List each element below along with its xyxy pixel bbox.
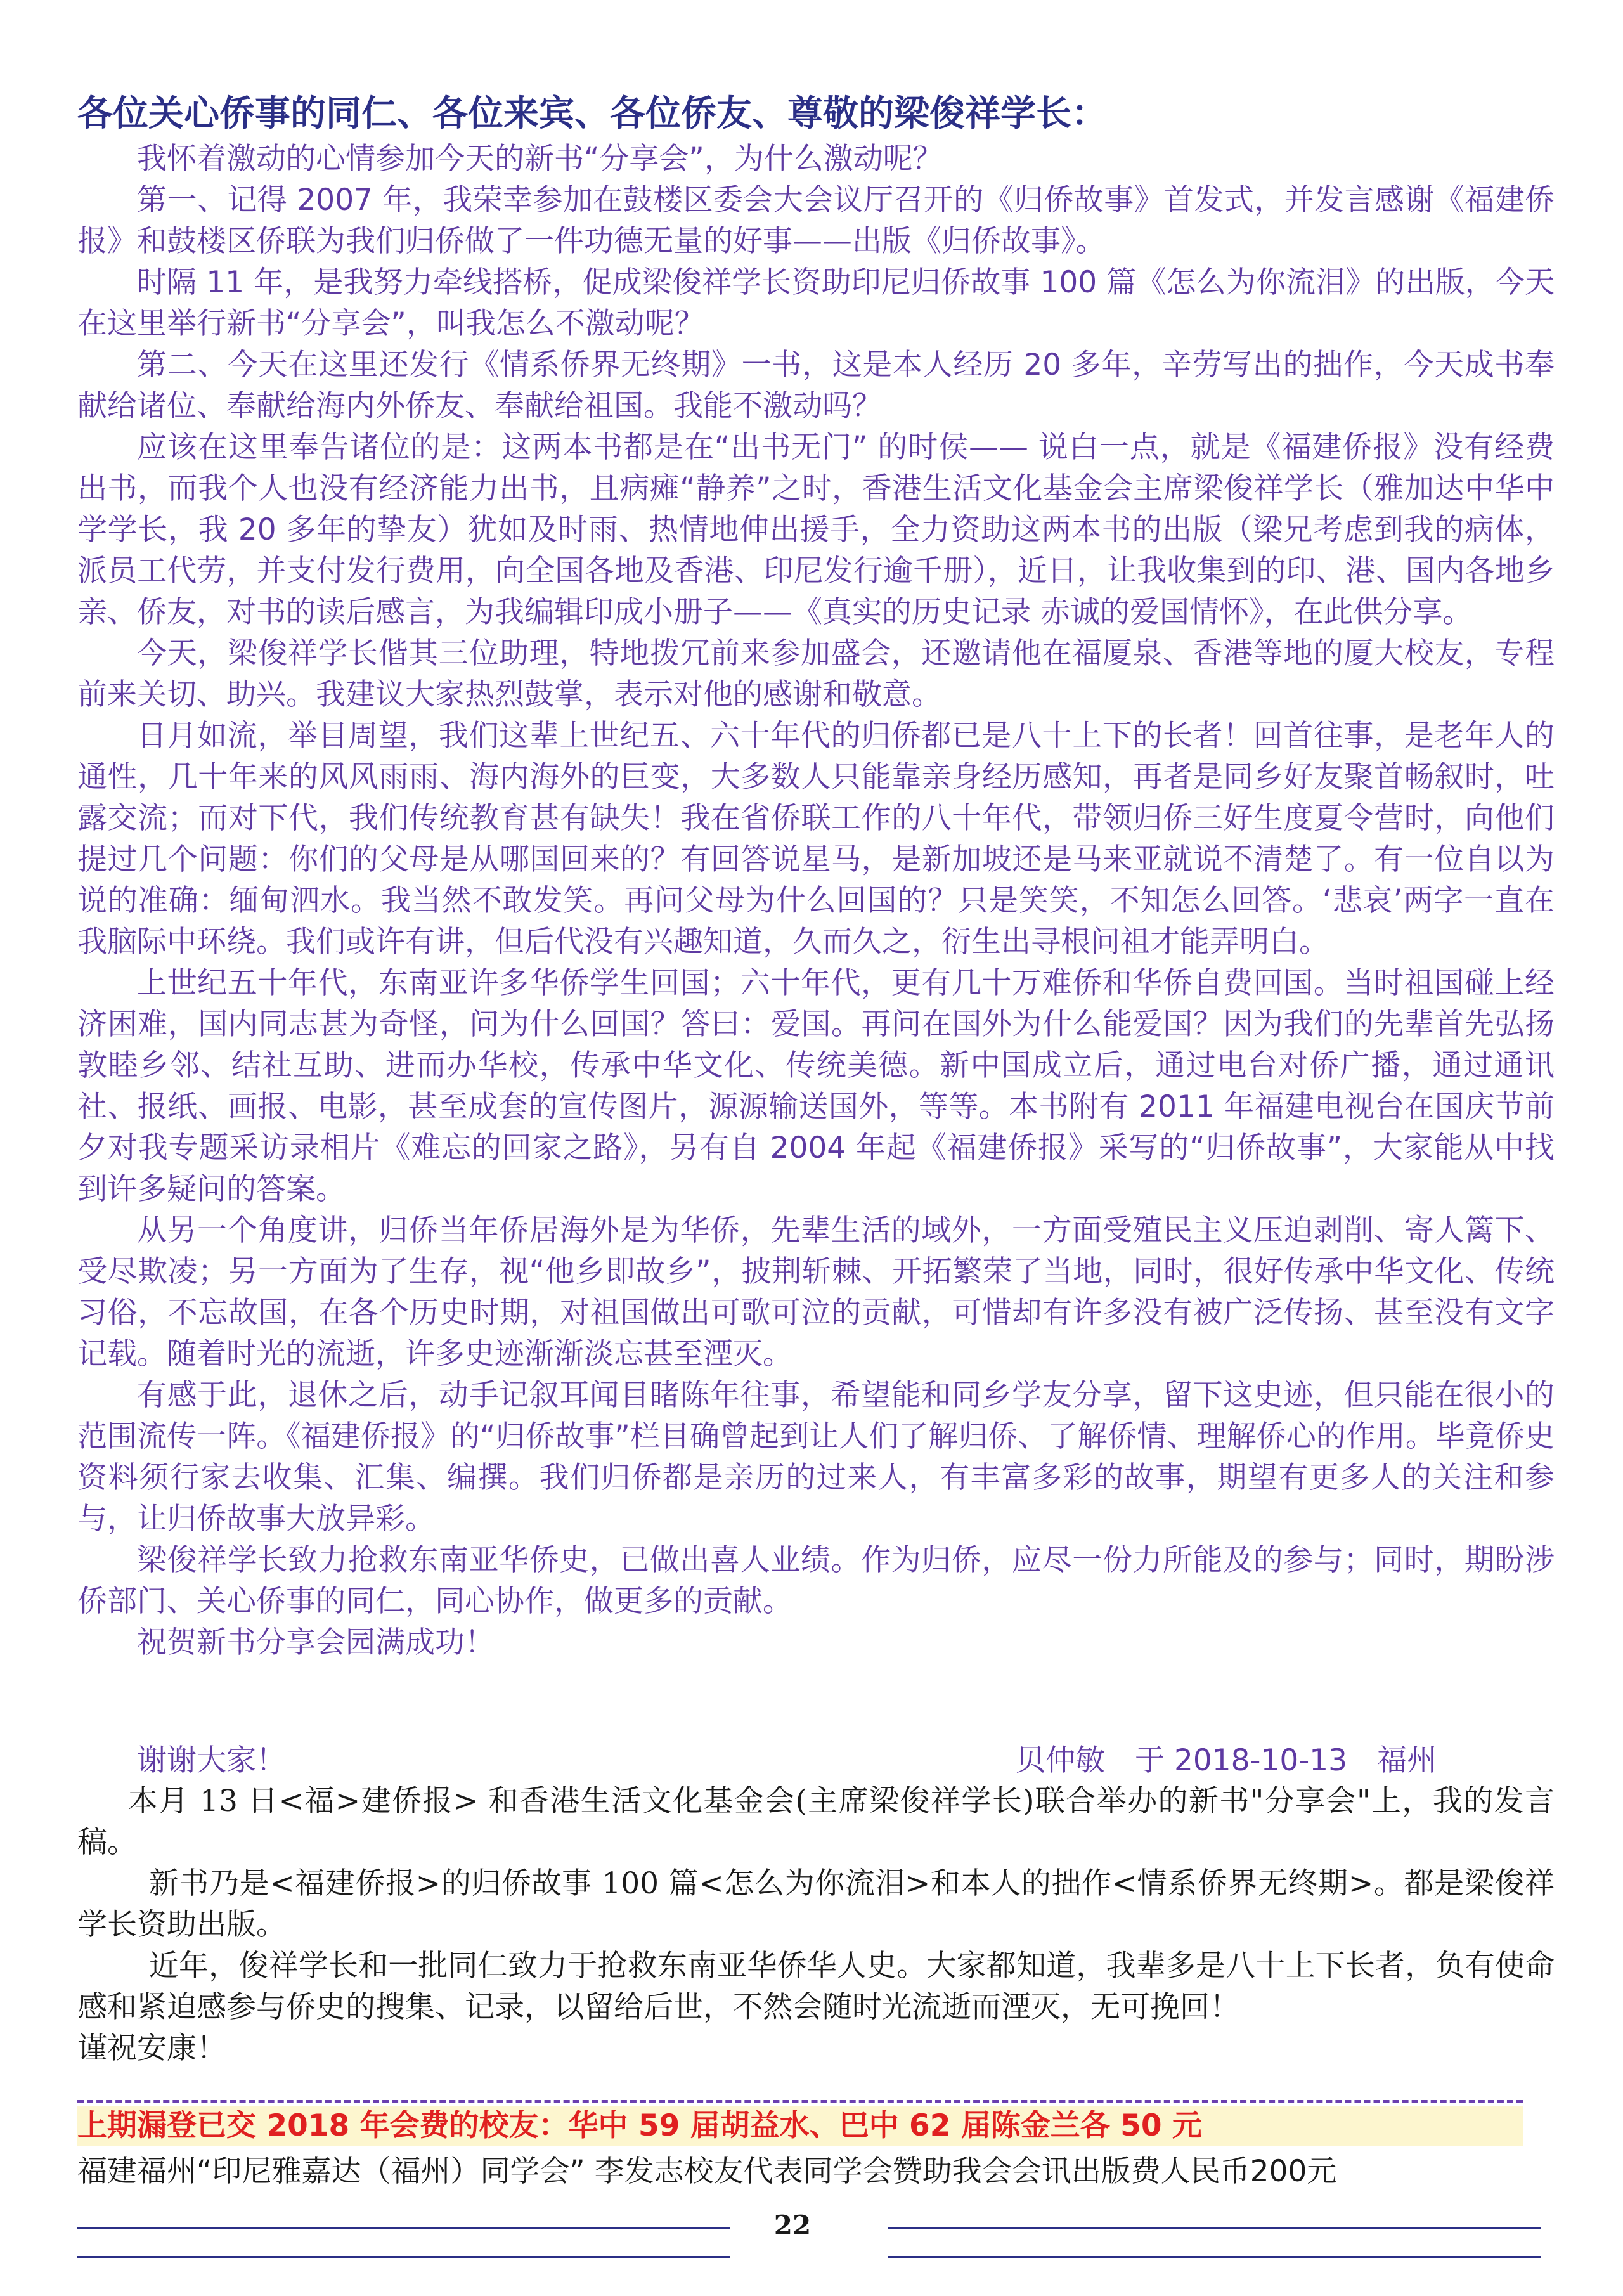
note-paragraph: 谨祝安康！: [77, 2031, 226, 2066]
speech-paragraph: 上世纪五十年代，东南亚许多华侨学生回国；六十年代，更有几十万难侨和华侨自费回国。当时祖国碰上经济困难，国内同志甚为奇怪，问为什么回国？答曰：爱国。再问在国外为什么能爱国？因为我们的先辈首先弘扬敦睦乡邻、结社互助、进而办华校，传承中华文化、传统美德。新中国成立后，通过电台对侨广播，通过通讯社、报纸、画报、电影，甚至成套的宣传图片，源源输送国外，等等。本书附有 2011 年福建电视台在国庆节前夕对我专题采访录相片《难忘的回家之路》，另有自 2004 年起《福建侨报》采写的“归侨故事”，大家能从中找到许多疑问的答案。: [77, 966, 1555, 1207]
footer-rule-right-bottom: [888, 2256, 1541, 2258]
membership-fees-notice: 上期漏登已交 2018 年会费的校友：华中 59 届胡益水、巴中 62 届陈金兰各 50 元: [77, 2106, 1523, 2146]
speech-paragraph: 有感于此，退休之后，动手记叙耳闻目睹陈年往事，希望能和同乡学友分享，留下这史迹，但只能在很小的范围流传一阵。《福建侨报》的“归侨故事”栏目确曾起到让人们了解归侨、了解侨情、理解侨心的作用。毕竟侨史资料须行家去收集、汇集、编撰。我们归侨都是亲历的过来人，有丰富多彩的故事，期望有更多人的关注和参与，让归侨故事大放异彩。: [77, 1378, 1555, 1536]
speech-body: [77, 138, 1555, 1663]
page-number: 22: [773, 2210, 812, 2241]
author-note: [77, 1780, 1555, 2069]
speech-paragraph: 时隔 11 年，是我努力牵线搭桥，促成梁俊祥学长资助印尼归侨故事 100 篇《怎么为你流泪》的出版，今天在这里举行新书“分享会”，叫我怎么不激动呢？: [77, 265, 1555, 341]
speech-paragraph: 我怀着激动的心情参加今天的新书“分享会”，为什么激动呢？: [137, 141, 943, 176]
footer-rule-left-top: [77, 2227, 730, 2229]
note-paragraph: 本月 13 日<福>建侨报> 和香港生活文化基金会(主席梁俊祥学长)联合举办的新书"分享会"上，我的发言稿。: [77, 1784, 1555, 1860]
speech-paragraph: 祝贺新书分享会园满成功！: [137, 1625, 495, 1660]
speech-paragraph: 从另一个角度讲，归侨当年侨居海外是为华侨，先辈生活的域外，一方面受殖民主义压迫剥削、寄人篱下、受尽欺凌；另一方面为了生存，视“他乡即故乡”，披荆斩棘、开拓繁荣了当地，同时，很好传承中华文化、传统习俗，不忘故国，在各个历史时期，对祖国做出可歌可泣的贡献，可惜却有许多没有被广泛传扬、甚至没有文字记载。随着时光的流逝，许多史迹渐渐淡忘甚至湮灭。: [77, 1213, 1555, 1372]
speech-paragraph: 第一、记得 2007 年，我荣幸参加在鼓楼区委会大会议厅召开的《归侨故事》首发式，并发言感谢《福建侨报》和鼓楼区侨联为我们归侨做了一件功德无量的好事——出版《归侨故事》。: [77, 183, 1555, 259]
dashed-divider: [77, 2100, 1523, 2103]
speech-paragraph: 梁俊祥学长致力抢救东南亚华侨史，已做出喜人业绩。作为归侨，应尽一份力所能及的参与；同时，期盼涉侨部门、关心侨事的同仁，同心协作，做更多的贡献。: [77, 1543, 1555, 1619]
speech-paragraph: 今天，梁俊祥学长偕其三位助理，特地拨冗前来参加盛会，还邀请他在福厦泉、香港等地的厦大校友，专程前来关切、助兴。我建议大家热烈鼓掌，表示对他的感谢和敬意。: [77, 636, 1555, 712]
sponsor-notice: 福建福州“印尼雅嘉达（福州）同学会” 李发志校友代表同学会赞助我会会讯出版费人民币200元: [77, 2154, 1337, 2189]
thanks-text: 谢谢大家！: [137, 1743, 286, 1778]
footer-rule-right-top: [888, 2227, 1541, 2229]
speech-paragraph: 应该在这里奉告诸位的是：这两本书都是在“出书无门” 的时侯—— 说白一点，就是《福建侨报》没有经费出书，而我个人也没有经济能力出书，且病瘫“静养”之时，香港生活文化基金会主席梁俊祥学长（雅加达中华中学学长，我 20 多年的挚友）犹如及时雨、热情地伸出援手，全力资助这两本书的出版（梁兄考虑到我的病体，派员工代劳，并支付发行费用，向全国各地及香港、印尼发行逾千册），近日，让我收集到的印、港、国内各地乡亲、侨友，对书的读后感言，为我编辑印成小册子——《真实的历史记录 赤诚的爱国情怀》，在此供分享。: [77, 430, 1555, 630]
speech-paragraph: 日月如流，举目周望，我们这辈上世纪五、六十年代的归侨都已是八十上下的长者！回首往事，是老年人的通性，几十年来的风风雨雨、海内海外的巨变，大多数人只能靠亲身经历感知，再者是同乡好友聚首畅叙时，吐露交流；而对下代，我们传统教育甚有缺失！我在省侨联工作的八十年代，带领归侨三好生度夏令营时，向他们提过几个问题：你们的父母是从哪国回来的？有回答说星马，是新加坡还是马来亚就说不清楚了。有一位自以为说的准确：缅甸泗水。我当然不敢发笑。再问父母为什么回国的？只是笑笑，不知怎么回答。‘悲哀’两字一直在我脑际中环绕。我们或许有讲，但后代没有兴趣知道，久而久之，衍生出寻根问祖才能弄明白。: [77, 718, 1555, 959]
footer-rule-left-bottom: [77, 2256, 730, 2258]
note-paragraph: 近年，俊祥学长和一批同仁致力于抢救东南亚华侨华人史。大家都知道，我辈多是八十上下长者，负有使命感和紧迫感参与侨史的搜集、记录，以留给后世，不然会随时光流逝而湮灭，无可挽回！: [77, 1949, 1555, 2025]
speech-salutation: 各位关心侨事的同仁、各位来宾、各位侨友、尊敬的梁俊祥学长：: [77, 93, 1107, 134]
signature-line: 贝仲敏 于 2018-10-13 福州: [1016, 1743, 1437, 1778]
speech-paragraph: 第二、今天在这里还发行《情系侨界无终期》一书，这是本人经历 20 多年，辛劳写出的拙作，今天成书奉献给诸位、奉献给海内外侨友、奉献给祖国。我能不激动吗？: [77, 347, 1555, 424]
note-paragraph: 新书乃是<福建侨报>的归侨故事 100 篇<怎么为你流泪>和本人的拙作<情系侨界无终期>。都是梁俊祥学长资助出版。: [77, 1866, 1555, 1942]
speech-closing: [77, 1740, 1555, 1781]
